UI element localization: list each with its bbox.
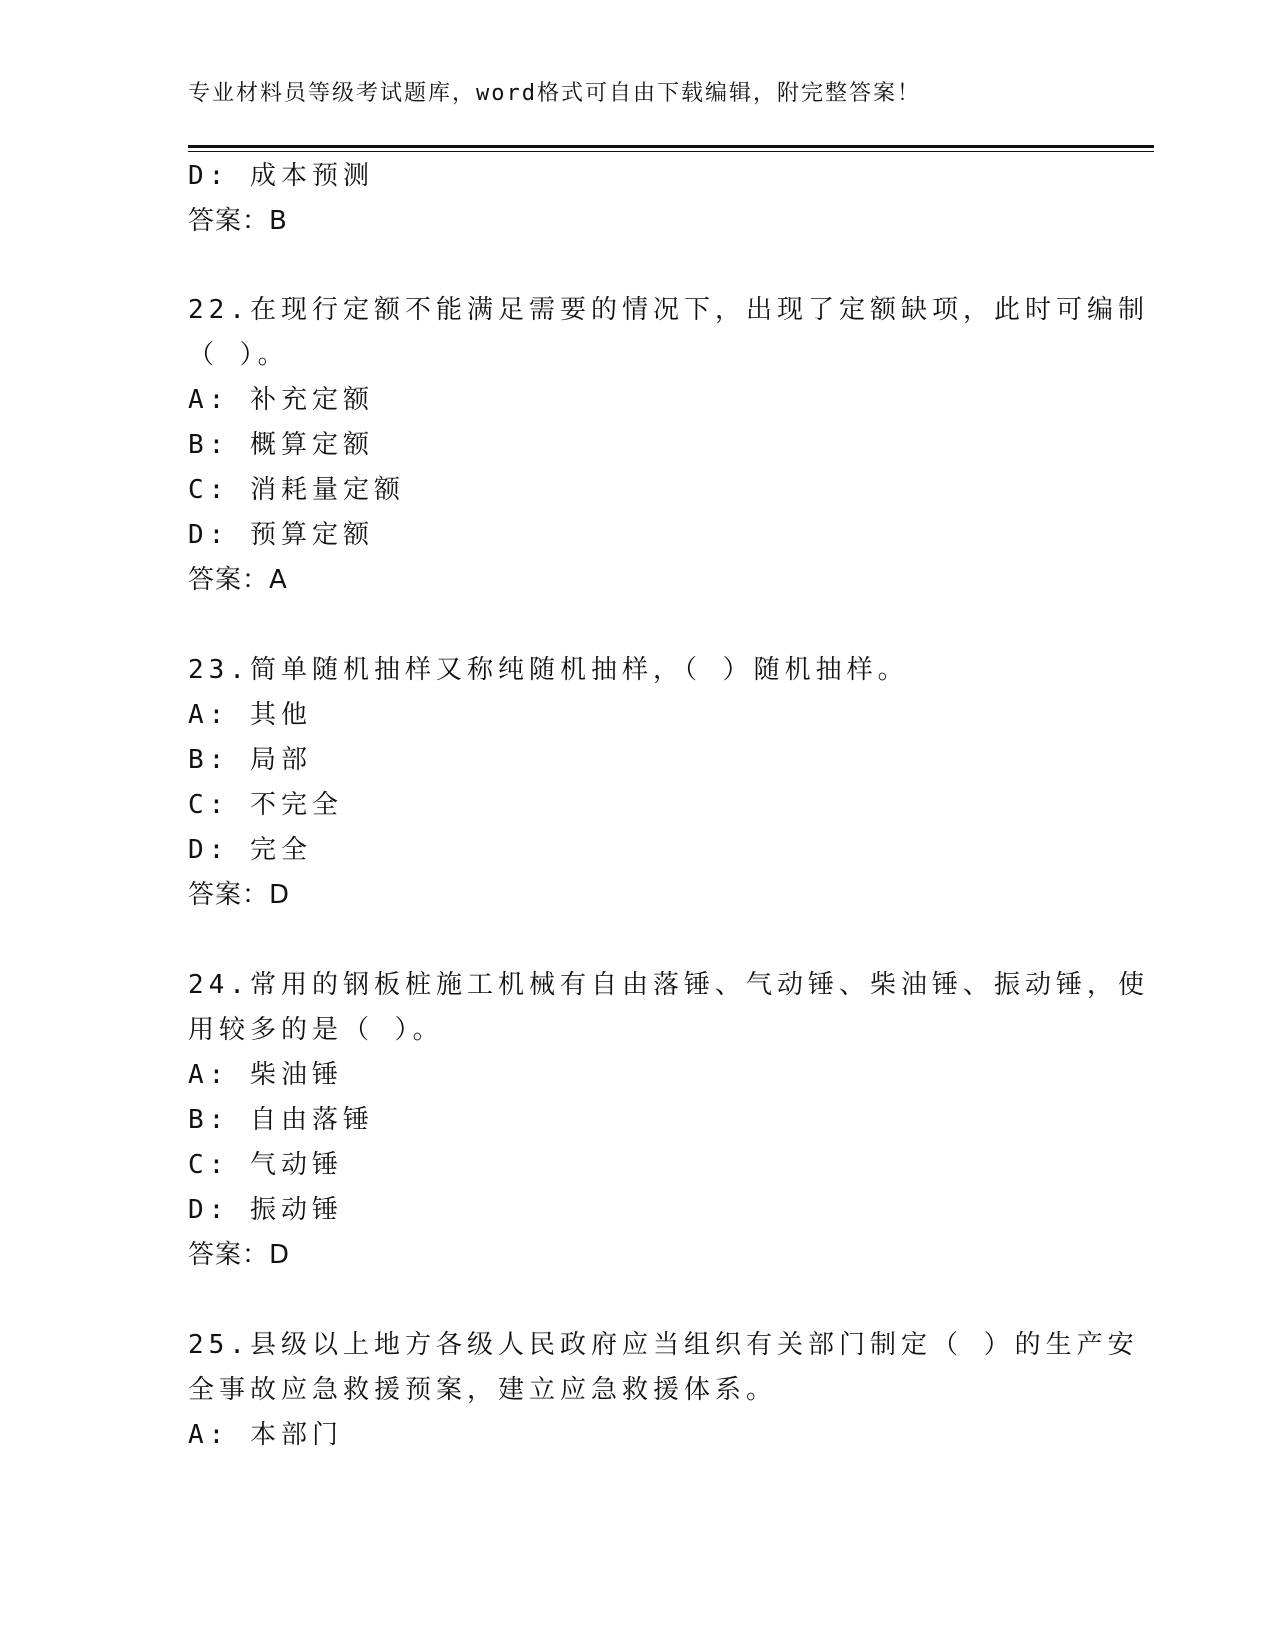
header-rule-thick bbox=[188, 145, 1154, 148]
header-rule-thin bbox=[188, 151, 1154, 152]
option-b-q22: B: 概算定额 bbox=[188, 430, 374, 460]
option-a-q24: A: 柴油锤 bbox=[188, 1060, 343, 1090]
question-22-line2: （ ）。 bbox=[188, 340, 289, 370]
option-c-q22: C: 消耗量定额 bbox=[188, 475, 405, 505]
option-b-q23: B: 局部 bbox=[188, 745, 312, 775]
answer-q24: 答案：D bbox=[188, 1240, 291, 1270]
option-a-q23: A: 其他 bbox=[188, 700, 312, 730]
answer-q23: 答案：D bbox=[188, 880, 291, 910]
option-d-q24: D: 振动锤 bbox=[188, 1195, 343, 1225]
option-c-q23: C: 不完全 bbox=[188, 790, 343, 820]
option-d-q21: D: 成本预测 bbox=[188, 161, 374, 191]
page-header: 专业材料员等级考试题库，word格式可自由下载编辑，附完整答案！ bbox=[188, 81, 921, 106]
question-23: 23.简单随机抽样又称纯随机抽样，（ ）随机抽样。 bbox=[188, 655, 909, 685]
question-24-line2: 用较多的是（ ）。 bbox=[188, 1015, 444, 1045]
option-a-q22: A: 补充定额 bbox=[188, 385, 374, 415]
option-b-q24: B: 自由落锤 bbox=[188, 1105, 374, 1135]
option-d-q22: D: 预算定额 bbox=[188, 520, 374, 550]
question-25-line1: 25.县级以上地方各级人民政府应当组织有关部门制定（ ）的生产安 bbox=[188, 1330, 1139, 1360]
answer-q21: 答案：B bbox=[188, 206, 288, 236]
answer-q22: 答案：A bbox=[188, 565, 288, 595]
question-22-line1: 22.在现行定额不能满足需要的情况下，出现了定额缺项，此时可编制 bbox=[188, 295, 1149, 325]
option-a-q25: A: 本部门 bbox=[188, 1420, 343, 1450]
option-d-q23: D: 完全 bbox=[188, 835, 312, 865]
question-25-line2: 全事故应急救援预案，建立应急救援体系。 bbox=[188, 1375, 778, 1405]
question-24-line1: 24.常用的钢板桩施工机械有自由落锤、气动锤、柴油锤、振动锤，使 bbox=[188, 970, 1149, 1000]
option-c-q24: C: 气动锤 bbox=[188, 1150, 343, 1180]
